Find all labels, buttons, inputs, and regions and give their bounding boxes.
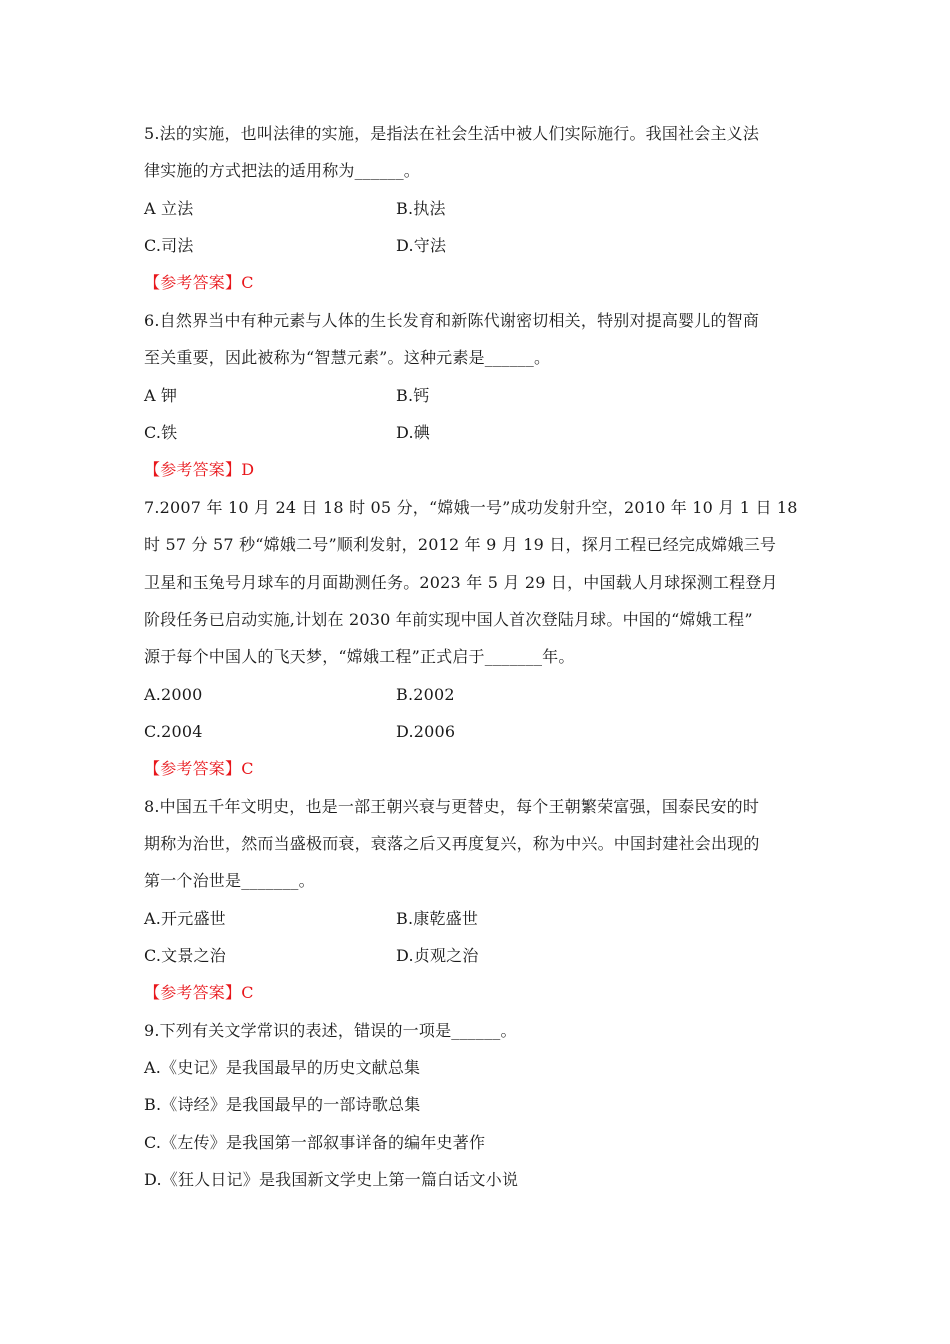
question-7-option-c: C.2004 xyxy=(144,722,203,741)
question-5-option-d: D.守法 xyxy=(396,236,447,255)
question-7-text-line-2: 时 57 分 57 秒“嫦娥二号”顺利发射，2012 年 9 月 19 日，探月工程已经完成嫦娥三号 xyxy=(144,535,777,554)
question-8-option-a: A.开元盛世 xyxy=(144,909,226,928)
question-7-text-line-5: 源于每个中国人的飞天梦，“嫦娥工程”正式启于_______年。 xyxy=(144,647,575,666)
question-7-answer: 【参考答案】C xyxy=(144,759,254,778)
question-5-text-line-1: 5.法的实施，也叫法律的实施，是指法在社会生活中被人们实际施行。我国社会主义法 xyxy=(144,124,760,143)
question-6-option-b: B.钙 xyxy=(396,386,430,405)
question-5-option-b: B.执法 xyxy=(396,199,446,218)
question-6-option-c: C.铁 xyxy=(144,423,178,442)
question-5-option-c: C.司法 xyxy=(144,236,194,255)
question-8-answer: 【参考答案】C xyxy=(144,983,254,1002)
question-9-option-a: A.《史记》是我国最早的历史文献总集 xyxy=(144,1058,421,1077)
question-7-text-line-4: 阶段任务已启动实施,计划在 2030 年前实现中国人首次登陆月球。中国的“嫦娥工程” xyxy=(144,610,753,629)
question-6-text-line-1: 6.自然界当中有种元素与人体的生长发育和新陈代谢密切相关，特别对提高婴儿的智商 xyxy=(144,311,760,330)
question-8-text-line-1: 8.中国五千年文明史，也是一部王朝兴衰与更替史，每个王朝繁荣富强，国泰民安的时 xyxy=(144,797,760,816)
question-7-option-b: B.2002 xyxy=(396,685,455,704)
question-7-text-line-1: 7.2007 年 10 月 24 日 18 时 05 分，“嫦娥一号”成功发射升空，2010 年 10 月 1 日 18 xyxy=(144,498,798,517)
question-7-option-d: D.2006 xyxy=(396,722,456,741)
question-5-option-a: A 立法 xyxy=(144,199,194,218)
question-8-option-d: D.贞观之治 xyxy=(396,946,479,965)
question-9-option-c: C.《左传》是我国第一部叙事详备的编年史著作 xyxy=(144,1133,486,1152)
question-7-text-line-3: 卫星和玉兔号月球车的月面勘测任务。2023 年 5 月 29 日，中国载人月球探测工程登月 xyxy=(144,573,778,592)
question-9-option-d: D.《狂人日记》是我国新文学史上第一篇白话文小说 xyxy=(144,1170,519,1189)
question-8-option-b: B.康乾盛世 xyxy=(396,909,479,928)
question-6-option-a: A 钾 xyxy=(144,386,178,405)
question-9-text-line-1: 9.下列有关文学常识的表述，错误的一项是______。 xyxy=(144,1021,517,1040)
question-8-text-line-3: 第一个治世是_______。 xyxy=(144,871,315,890)
question-8-option-c: C.文景之治 xyxy=(144,946,226,965)
question-7-option-a: A.2000 xyxy=(144,685,203,704)
question-9-option-b: B.《诗经》是我国最早的一部诗歌总集 xyxy=(144,1095,421,1114)
question-6-text-line-2: 至关重要，因此被称为“智慧元素”。这种元素是______。 xyxy=(144,348,551,367)
question-6-answer: 【参考答案】D xyxy=(144,460,255,479)
question-5-text-line-2: 律实施的方式把法的适用称为______。 xyxy=(144,161,421,180)
question-8-text-line-2: 期称为治世，然而当盛极而衰，衰落之后又再度复兴，称为中兴。中国封建社会出现的 xyxy=(144,834,760,853)
question-6-option-d: D.碘 xyxy=(396,423,430,442)
question-5-answer: 【参考答案】C xyxy=(144,273,254,292)
